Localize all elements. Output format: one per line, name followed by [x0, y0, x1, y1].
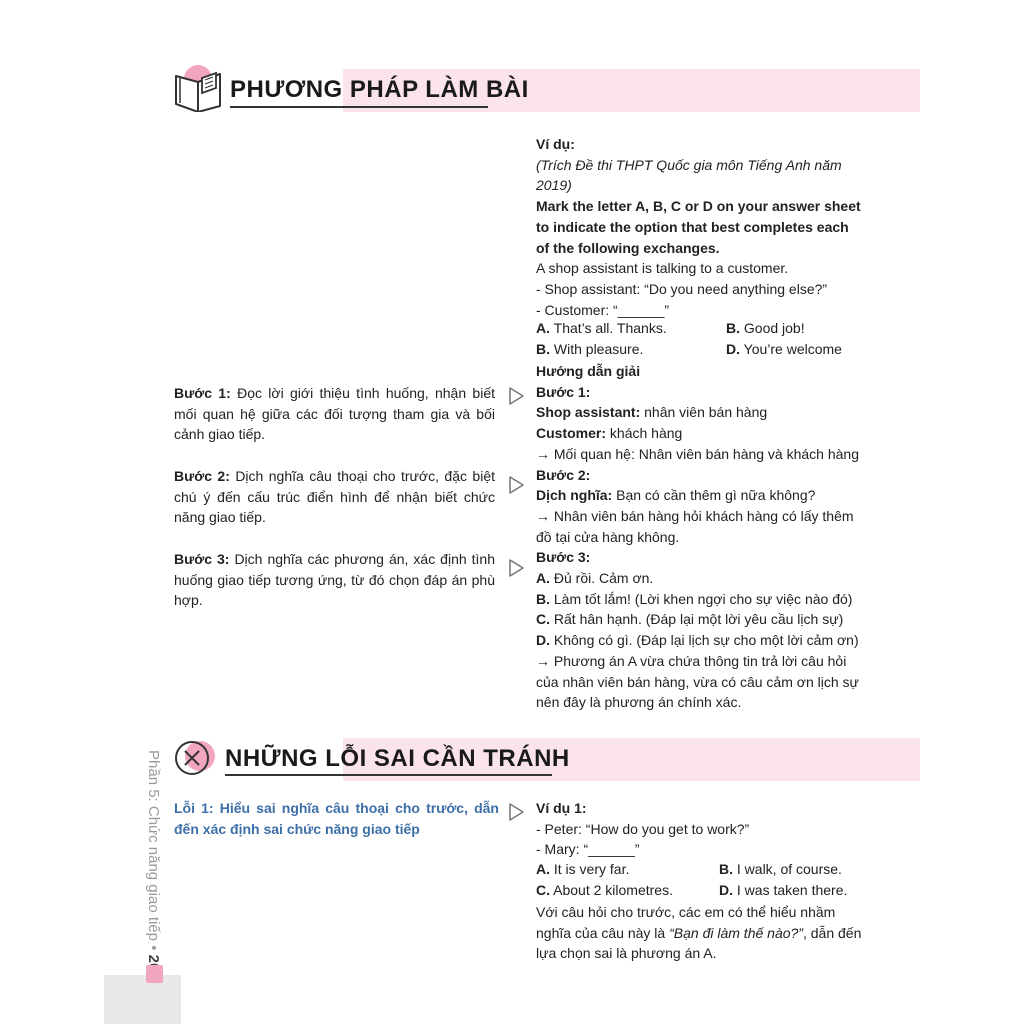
option-b: B. Good job! — [726, 320, 805, 336]
step2-note-line-1: → Nhân viên bán hàng hỏi khách hàng có lấy thêm — [536, 507, 854, 524]
step1-label: Bước 1: — [536, 383, 591, 400]
side-gray-block — [104, 975, 181, 1024]
section2-title-underline — [225, 774, 552, 776]
step3-item-c: C. Rất hân hạnh. (Đáp lại một lời yêu cầu lịch sự) — [536, 611, 844, 628]
relation-line: → Mối quan hệ: Nhân viên bán hàng và khách hàng — [536, 445, 860, 462]
left-step-2: Bước 2: Dịch nghĩa câu thoại cho trước, đặc biệt chú ý đến cấu trúc điển hình để nhận biết chức năng giao tiếp. — [174, 468, 496, 526]
step3-arrow-icon — [508, 558, 526, 578]
peter-line: - Peter: “How do you get to work?” — [536, 820, 750, 837]
example-1-block — [536, 798, 866, 860]
example-1-label: Ví dụ 1: — [536, 800, 587, 816]
ex1-option-c: C. About 2 kilometres. — [536, 882, 673, 898]
conclusion-line-2: của nhân viên bán hàng, vừa có câu cảm ơn lịch sự — [536, 673, 859, 690]
instruction-line-3: of the following exchanges. — [536, 239, 720, 256]
guide-block — [536, 361, 866, 713]
step1-arrow-icon — [508, 386, 526, 406]
step3-label: Bước 3: — [536, 549, 591, 566]
instruction-line-1: Mark the letter A, B, C or D on your answer sheet — [536, 198, 861, 215]
step3-item-b: B. Làm tốt lắm! (Lời khen ngợi cho sự việc nào đó) — [536, 590, 853, 607]
option-d: D. You’re welcome — [726, 341, 842, 357]
example-block — [536, 134, 866, 320]
mary-line: - Mary: “______” — [536, 841, 640, 858]
customer-line: Customer: khách hàng — [536, 425, 683, 442]
book-icon — [172, 62, 224, 112]
left-step-1: Bước 1: Đọc lời giới thiệu tình huống, nhận biết mối quan hệ giữa các đối tượng tham gia và bối cảnh giao tiếp. — [174, 385, 496, 443]
step2-arrow-icon — [508, 475, 526, 495]
left-step-3: Bước 3: Dịch nghĩa các phương án, xác định tình huống giao tiếp tương ứng, từ đó chọn đáp án phù hợp. — [174, 551, 495, 609]
shop-assistant-line: Shop assistant: nhân viên bán hàng — [536, 404, 768, 421]
guide-label: Hướng dẫn giải — [536, 363, 641, 379]
note-line-2: nghĩa của câu này là “Bạn đi làm thế nào?”, dẫn đến — [536, 924, 862, 941]
dialogue-line-1: - Shop assistant: “Do you need anything else?” — [536, 280, 828, 297]
ex1-option-d: D. I was taken there. — [719, 882, 848, 898]
side-footer: Phần 5: Chức năng giao tiếp • — [145, 750, 162, 989]
example-1-note — [536, 902, 866, 964]
step2-label: Bước 2: — [536, 466, 591, 483]
source-line-1: (Trích Đề thi THPT Quốc gia môn Tiếng Anh năm — [536, 156, 842, 173]
ex1-option-a: A. It is very far. — [536, 861, 630, 877]
dialogue-line-2: - Customer: “______” — [536, 301, 670, 318]
error-1-label: Lỗi 1: Hiểu sai nghĩa câu thoại cho trước, dẫn đến xác định sai chức năng giao tiếp — [174, 800, 499, 837]
example-label: Ví dụ: — [536, 136, 575, 152]
step2-note-line-2: đồ tại cửa hàng không. — [536, 528, 680, 545]
translation-line: Dịch nghĩa: Bạn có cần thêm gì nữa không? — [536, 487, 816, 504]
side-pink-marker — [146, 965, 163, 983]
section1-title-underline — [230, 106, 488, 108]
conclusion-line-3: nên đây là phương án chính xác. — [536, 694, 742, 711]
step3-item-d: D. Không có gì. (Đáp lại lịch sự cho một lời cảm ơn) — [536, 632, 859, 649]
section1-title: PHƯƠNG PHÁP LÀM BÀI — [230, 76, 529, 103]
option-c: B. With pleasure. — [536, 341, 644, 357]
conclusion-line-1: → Phương án A vừa chứa thông tin trả lời câu hỏi — [536, 652, 847, 669]
step3-item-a: A. Đủ rồi. Cảm ơn. — [536, 570, 654, 587]
error1-arrow-icon — [508, 802, 526, 822]
x-circle-icon — [172, 738, 220, 778]
section2-title: NHỮNG LỖI SAI CẦN TRÁNH — [225, 745, 570, 772]
ex1-option-b: B. I walk, of course. — [719, 861, 842, 877]
side-chapter-text: Phần 5: Chức năng giao tiếp — [145, 750, 162, 942]
source-line-2: 2019) — [536, 177, 572, 194]
context-line: A shop assistant is talking to a customer. — [536, 260, 789, 277]
option-a: A. That’s all. Thanks. — [536, 320, 667, 336]
note-line-1: Với câu hỏi cho trước, các em có thể hiểu nhầm — [536, 904, 836, 920]
instruction-line-2: to indicate the option that best completes each — [536, 218, 849, 235]
note-line-3: lựa chọn sai là phương án A. — [536, 945, 717, 962]
